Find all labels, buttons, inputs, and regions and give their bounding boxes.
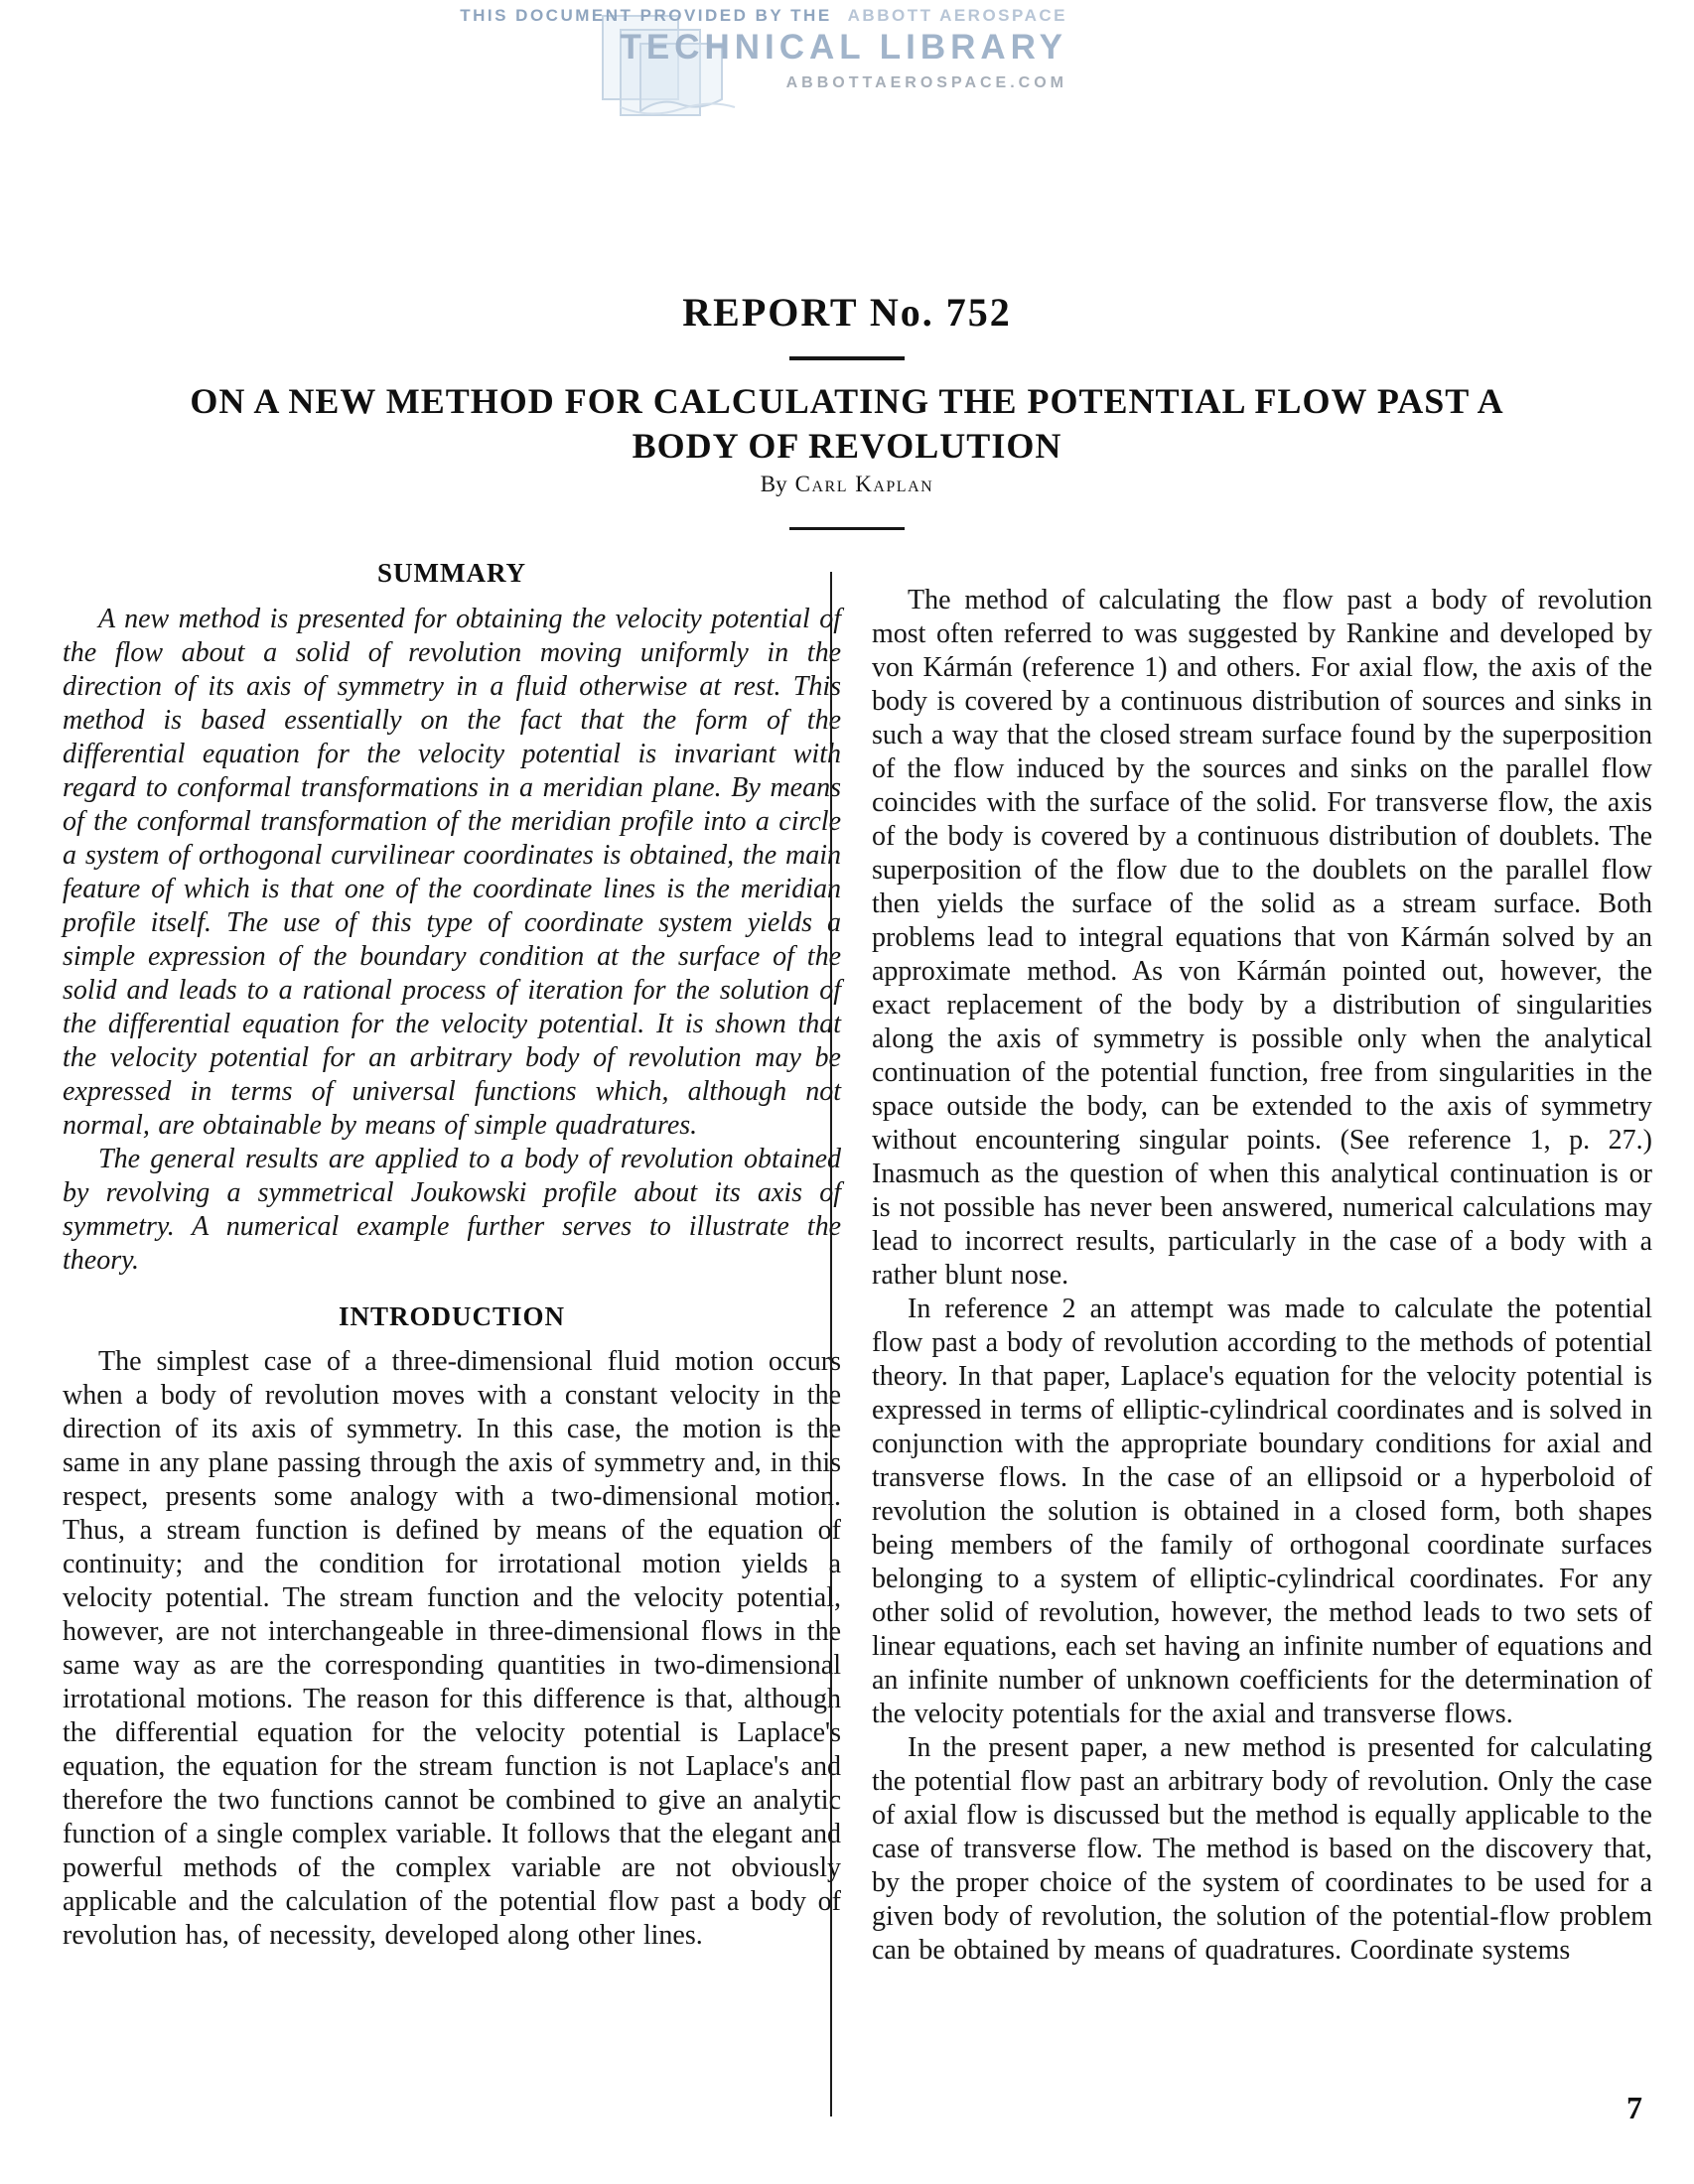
- right-paragraph-3: In the present paper, a new method is presented for calculating the potential flow past an arbitrary body of revolution. Only the case of axial flow is discussed but the method is equally applicable to the case of transverse flow. The method is based on the discovery that, by the proper choice of the system of coordinates to be used for a given body of revolution, the solution of the potential-flow problem can be obtained by means of quadratures. Coordinate systems: [872, 1732, 1652, 1966]
- author-name: Carl Kaplan: [794, 472, 934, 496]
- page-number: 7: [1626, 2090, 1642, 2125]
- right-paragraph-1: The method of calculating the flow past a body of revolution most often referred to was suggested by Rankine and developed by von Kármán (reference 1) and others. For axial flow, the axis of the body is covered by a continuous distribution of sources and sinks in such a way that the closed stream surface found by the superposition of the flow induced by the sources and sinks on the parallel flow coincides with the surface of the solid. For transverse flow, the axis of the body is covered by a continuous distribution of doublets. The superposition of the flow due to the doublets on the parallel flow then yields the surface of the solid as a stream surface. Both problems lead to integral equations that von Kármán solved by an approximate method. As von Kármán pointed out, however, the exact replacement of the body by a distribution of singularities along the axis of symmetry is possible only when the analytical continuation of the potential function, free from singularities in the space outside the body, can be extended to the axis of symmetry without encountering singular points. (See reference 1, p. 27.) Inasmuch as the question of when this analytical continuation is or is not possible has never been answered, numerical calculations may lead to incorrect results, particularly in the case of a body with a rather blunt nose.: [872, 585, 1652, 1291]
- right-paragraph-2: In reference 2 an attempt was made to calculate the potential flow past a body of revolution according to the methods of potential theory. In that paper, Laplace's equation for the velocity potential is expressed in terms of elliptic-cylindrical coordinates and is solved in conjunction with the appropriate boundary conditions for axial and transverse flows. In the case of an ellipsoid or a hyperboloid of revolution the solution is obtained in a closed form, both shapes being members of the family of orthogonal coordinate surfaces belonging to a system of elliptic-cylindrical coordinates. For any other solid of revolution, however, the method leads to two sets of linear equations, each set having an infinite number of equations and an infinite number of unknown coefficients for the determination of the velocity potentials for the axial and transverse flows.: [872, 1294, 1652, 1729]
- top-divider-rule: [789, 356, 905, 360]
- abbott-watermark: [460, 4, 1067, 123]
- paper-title: ON A NEW METHOD FOR CALCULATING THE POTENTIAL FLOW PAST A BODY OF REVOLUTION: [190, 381, 1504, 466]
- summary-paragraph-2: The general results are applied to a body of revolution obtained by revolving a symmetrical Joukowski profile about its axis of symmetry. A numerical example further serves to illustrate the theory.: [63, 1144, 841, 1276]
- byline-divider-rule: [789, 527, 905, 530]
- watermark-brand: ABBOTT AEROSPACE: [847, 6, 1067, 25]
- byline: [0, 472, 1694, 497]
- report-number: REPORT No. 752: [682, 290, 1012, 335]
- introduction-heading: INTRODUCTION: [338, 1301, 566, 1331]
- watermark-text: [460, 6, 1067, 92]
- watermark-tagline: [460, 6, 1067, 26]
- summary-heading: SUMMARY: [376, 558, 527, 588]
- introduction-paragraph-1: The simplest case of a three-dimensional fluid motion occurs when a body of revolution moves with a constant velocity in the direction of its axis of symmetry. In this case, the motion is the same in any plane passing through the axis of symmetry and, in this respect, presents some analogy with a two-dimensional motion. Thus, a stream function is defined by means of the equation of continuity; and the condition for irrotational motion yields a velocity potential. The stream function and the velocity potential, however, are not interchangeable in three-dimensional flows in the same way as are the corresponding quantities in two-dimensional irrotational motions. The reason for this difference is that, although the differential equation for the velocity potential is Laplace's equation, the equation for the stream function is not Laplace's and therefore the two functions cannot be combined to give an analytic function of a single complex variable. It follows that the elegant and powerful methods of the complex variable are not obviously applicable and the calculation of the potential flow past a body of revolution has, of necessity, developed along other lines.: [63, 1346, 841, 1951]
- watermark-library-title: TECHNICAL LIBRARY: [620, 28, 1067, 67]
- left-column: [63, 558, 841, 1953]
- byline-prefix: By: [760, 472, 787, 496]
- summary-paragraph-1: A new method is presented for obtaining the velocity potential of the flow about a solid of revolution moving uniformly in the direction of its axis of symmetry in a fluid otherwise at rest. This method is based essentially on the fact that the form of the differential equation for the velocity potential is invariant with regard to conformal transformations in a meridian plane. By means of the conformal transformation of the meridian profile into a circle a system of orthogonal curvilinear coordinates is obtained, the main feature of which is that one of the coordinate lines is the meridian profile itself. The use of this type of coordinate system yields a simple expression of the boundary condition at the surface of the solid and leads to a rational process of iteration for the solution of the differential equation for the velocity potential. It is shown that the velocity potential for an arbitrary body of revolution may be expressed in terms of universal functions which, although not normal, are obtainable by means of simple quadratures.: [63, 604, 841, 1141]
- right-column: [872, 584, 1652, 1968]
- watermark-provided-by: THIS DOCUMENT PROVIDED BY THE: [460, 6, 832, 25]
- watermark-url: ABBOTTAEROSPACE.COM: [785, 74, 1067, 91]
